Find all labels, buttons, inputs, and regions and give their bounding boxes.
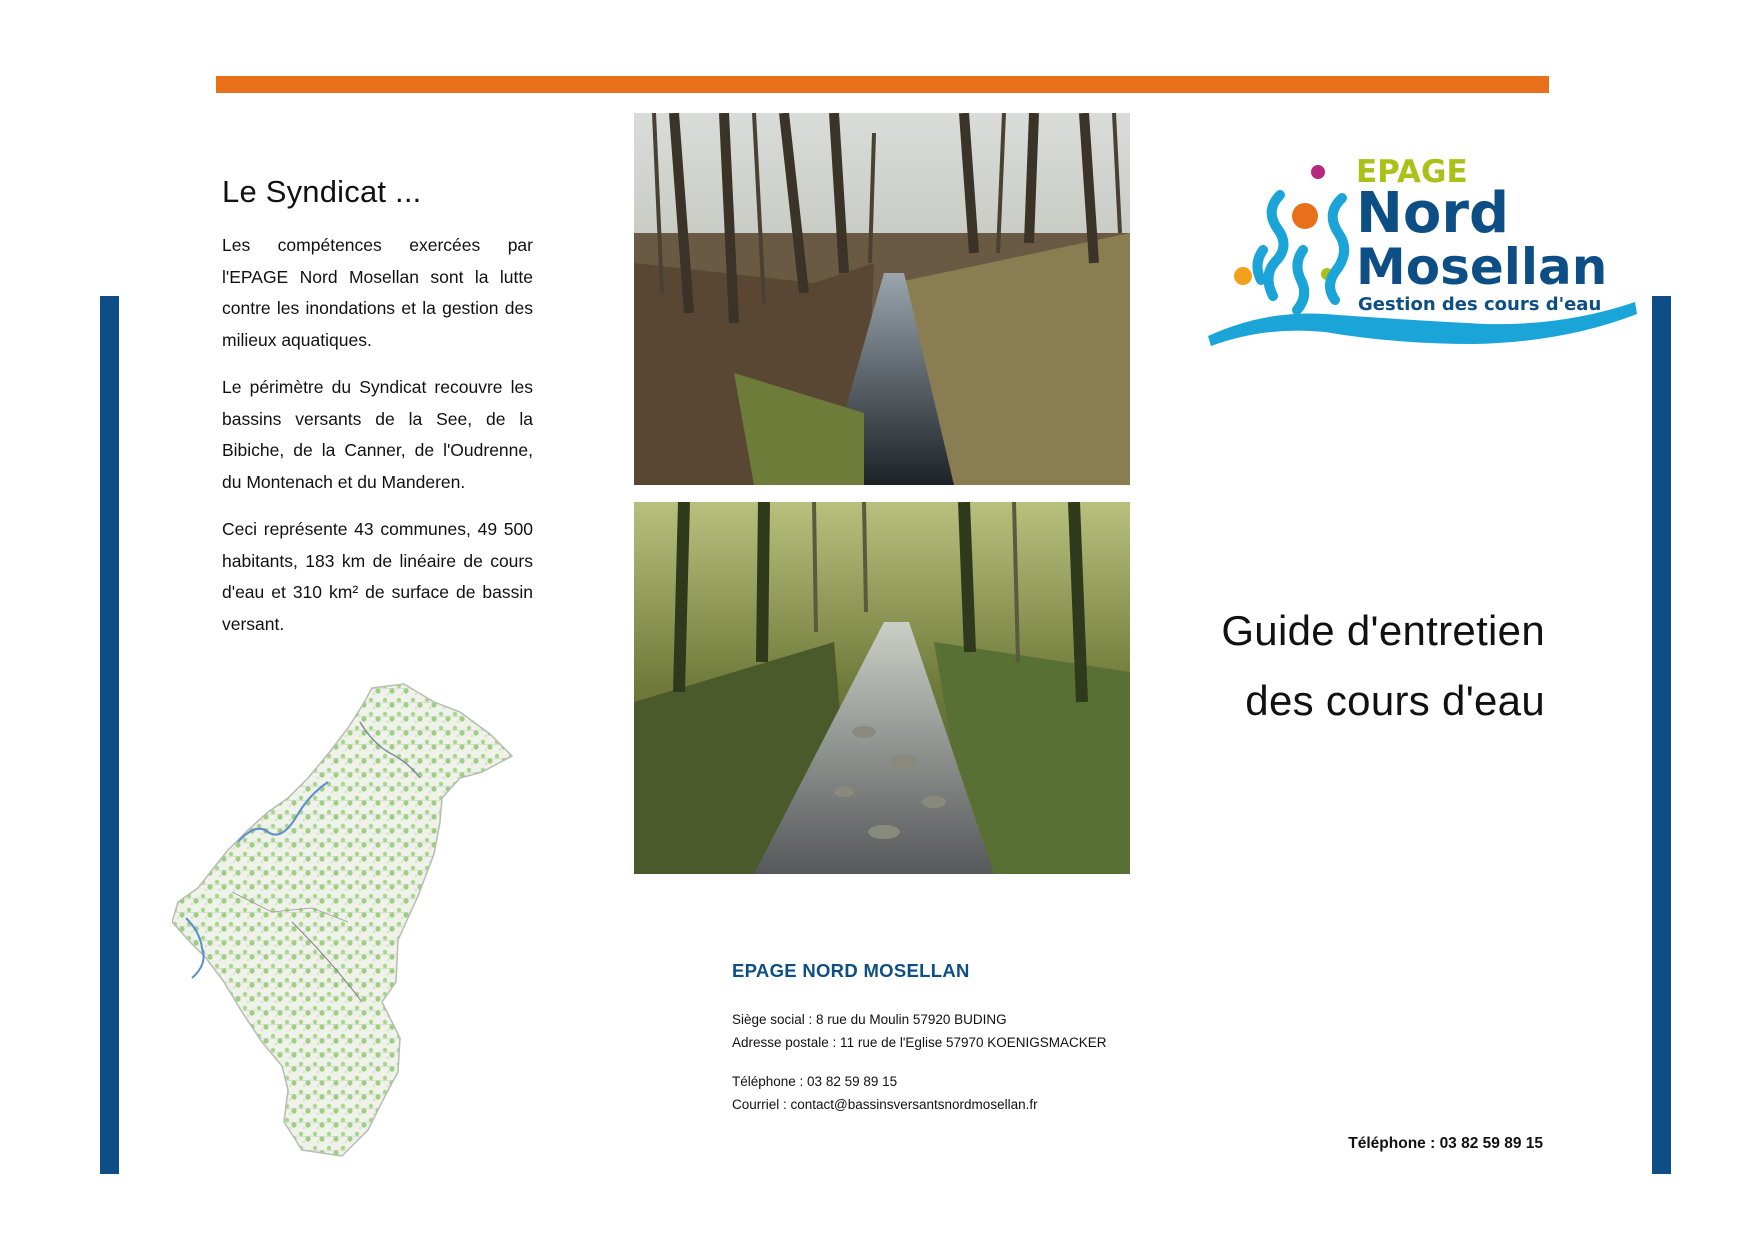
guide-title (1160, 596, 1545, 736)
contact-telephone: Téléphone : 03 82 59 89 15 (732, 1074, 898, 1089)
logo-nord: Nord (1356, 181, 1510, 246)
contact-org-name: EPAGE NORD MOSELLAN (732, 960, 970, 981)
territory-map (172, 682, 557, 1160)
syndicat-paragraph-3: Ceci représente 43 communes, 49 500 habitants, 183 km de linéaire de cours d'eau et 310 km² de surface de bassin versant. (222, 519, 533, 634)
left-blue-bar (100, 296, 119, 1174)
guide-title-line-1: Guide d'entretien (1221, 607, 1545, 654)
logo-tagline: Gestion des cours d'eau (1358, 294, 1602, 315)
guide-title-line-2: des cours d'eau (1245, 677, 1545, 724)
syndicat-section (222, 174, 533, 656)
right-blue-bar (1652, 296, 1671, 1174)
contact-siege: Siège social : 8 rue du Moulin 57920 BUDING (732, 1012, 1007, 1027)
syndicat-paragraph-2: Le périmètre du Syndicat recouvre les bassins versants de la See, de la Bibiche, de la Canner, de l'Oudrenne, du Montenach et du Manderen. (222, 377, 533, 492)
epage-logo (1205, 150, 1645, 360)
contact-block (732, 960, 1192, 1116)
orange-header-bar (216, 76, 1549, 93)
contact-adresse: Adresse postale : 11 rue de l'Eglise 57970 KOENIGSMACKER (732, 1035, 1107, 1050)
stream-photo-1 (634, 113, 1130, 485)
stream-photo-2 (634, 502, 1130, 874)
footer-phone: Téléphone : 03 82 59 89 15 (1348, 1135, 1543, 1152)
syndicat-paragraph-1: Les compétences exercées par l'EPAGE Nord Mosellan sont la lutte contre les inondations et la gestion des milieux aquatiques. (222, 235, 533, 350)
syndicat-title: Le Syndicat ... (222, 174, 422, 209)
contact-email[interactable]: Courriel : contact@bassinsversantsnordmosellan.fr (732, 1097, 1038, 1112)
logo-mosellan: Mosellan (1356, 238, 1608, 296)
logo-epage: EPAGE (1356, 154, 1468, 190)
